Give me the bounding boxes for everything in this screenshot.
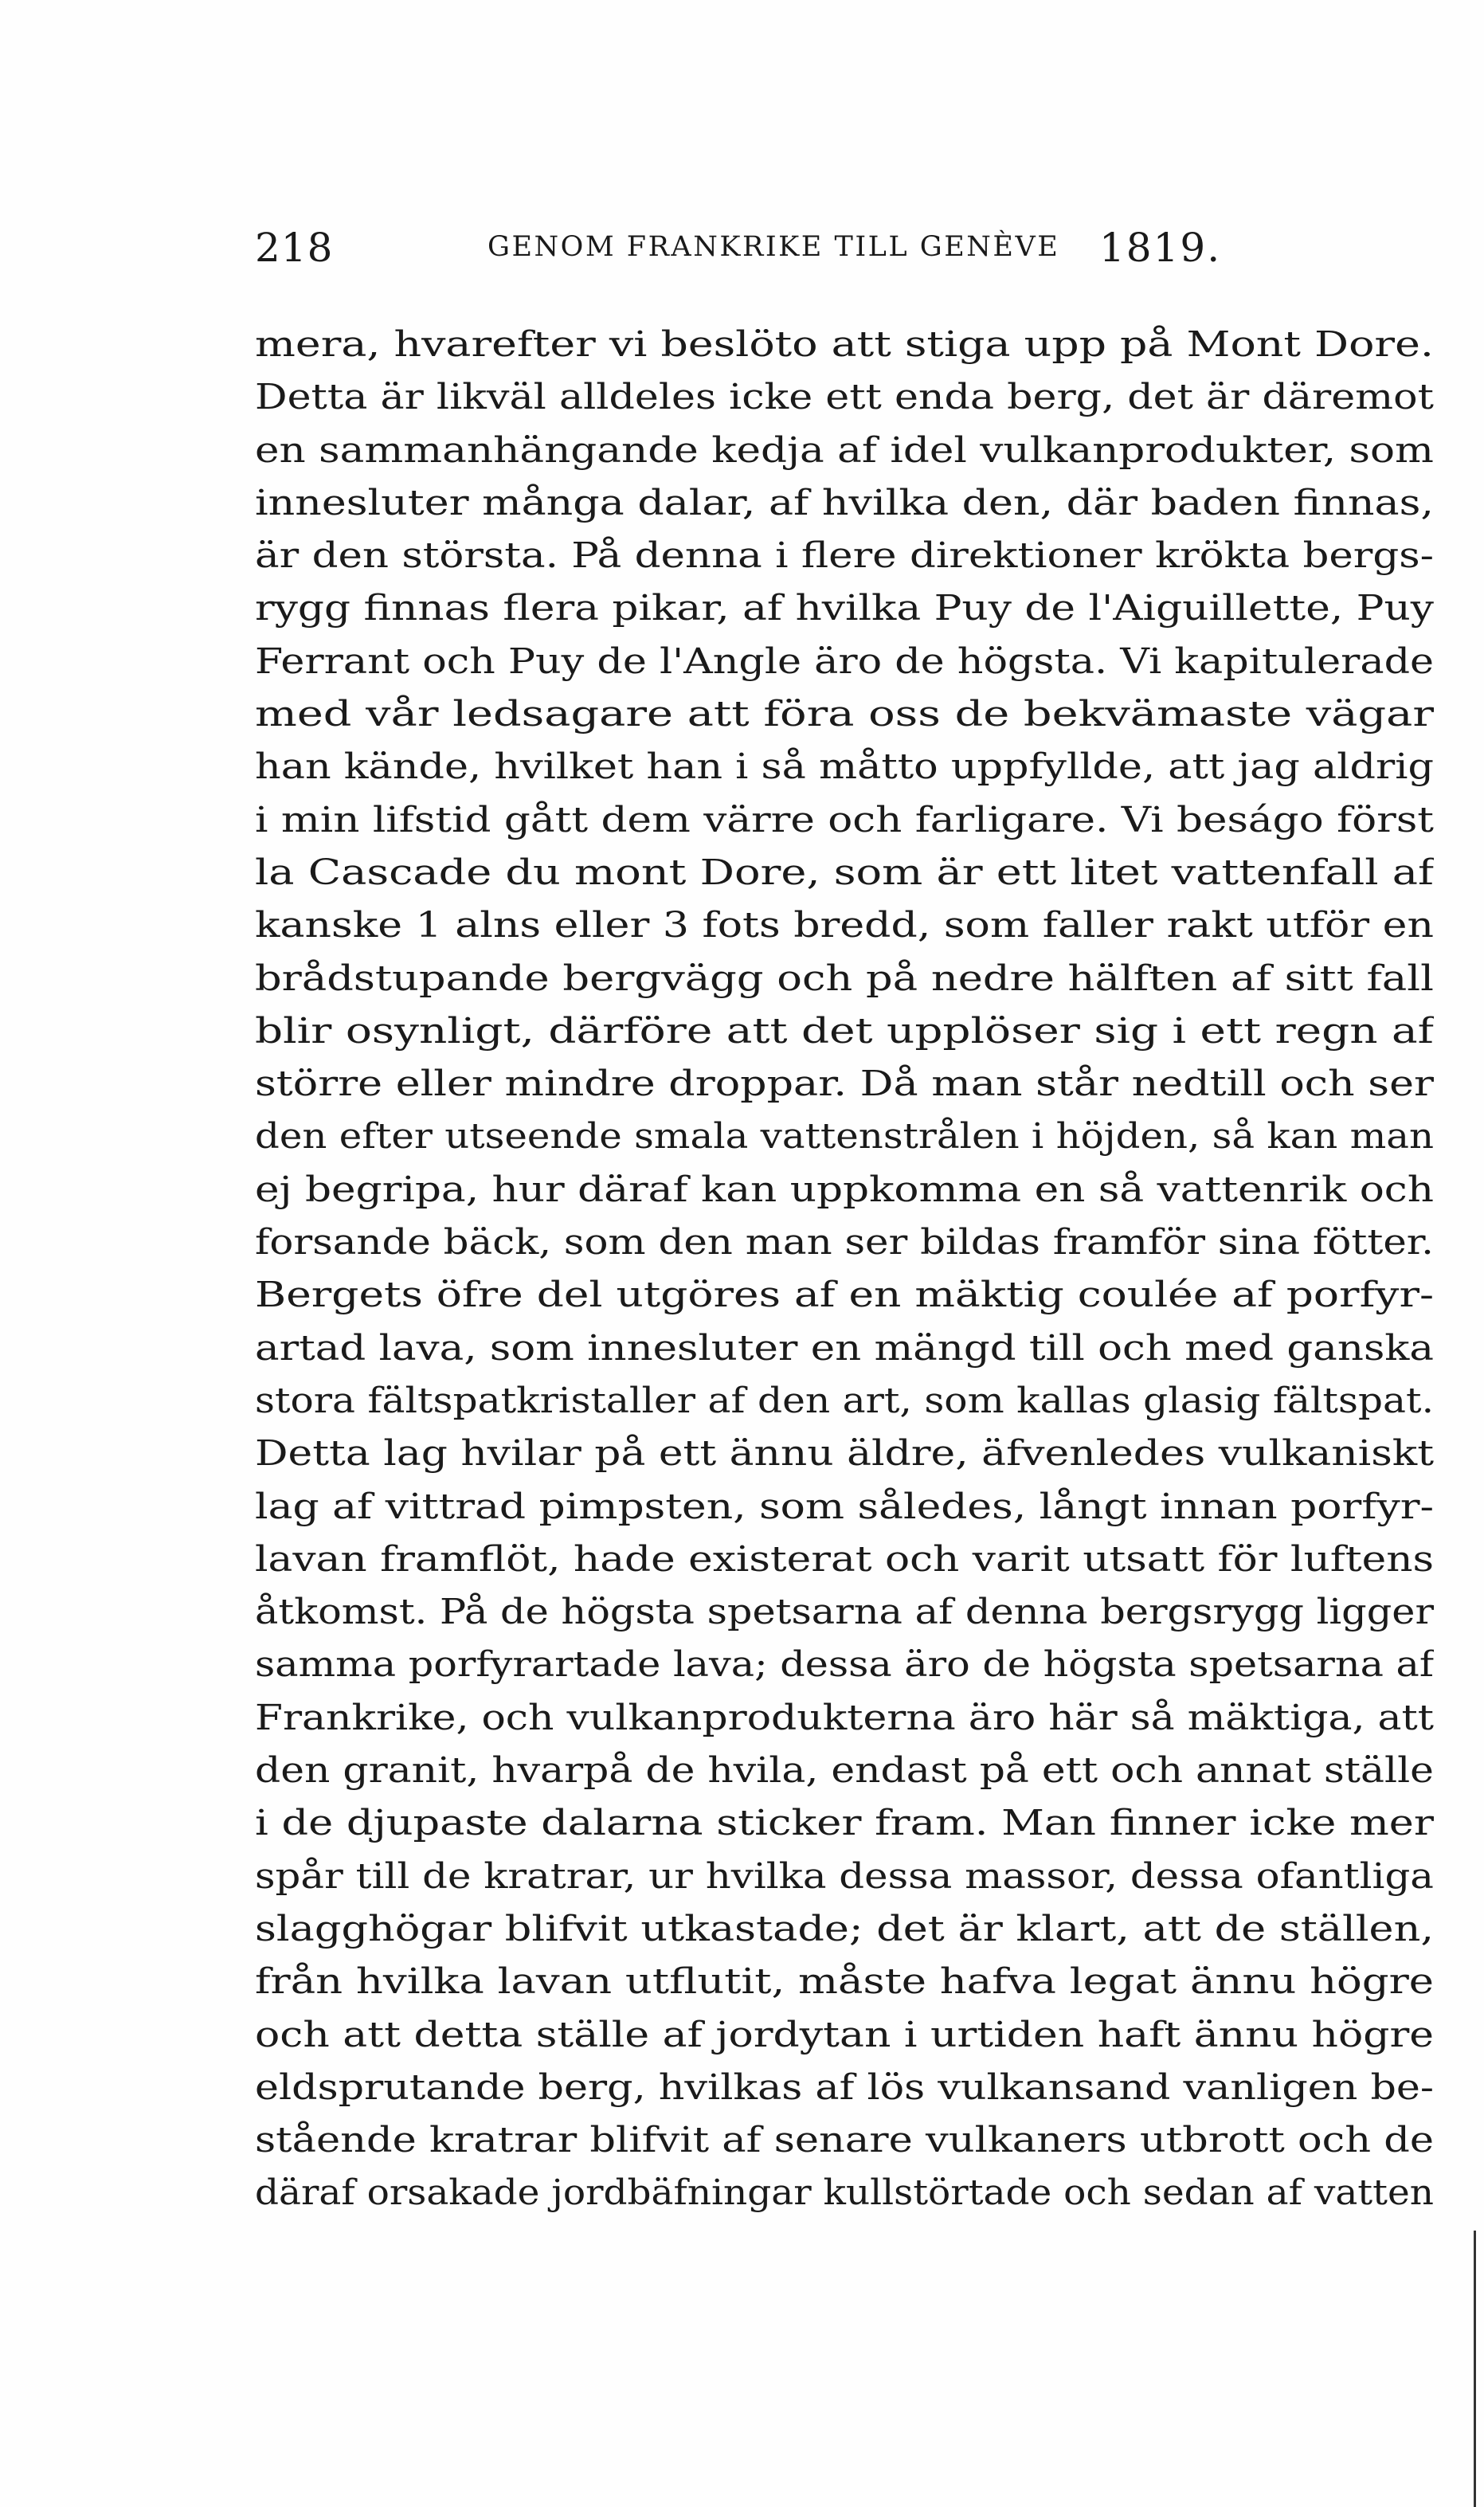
text-line: däraf orsakade jordbäfningar kullstörtade och sedan af vatten	[255, 2172, 1434, 2214]
text-line: den efter utseende smala vattenstrålen i höjden, så kan man	[255, 1116, 1434, 1158]
text-line: Frankrike, och vulkanprodukterna äro här så mäktiga, att	[255, 1697, 1434, 1738]
running-head	[255, 225, 1224, 288]
text-line: innesluter många dalar, af hvilka den, där baden finnas,	[255, 482, 1434, 523]
text-line: mera, hvarefter vi beslöto att stiga upp på Mont Dore.	[255, 324, 1434, 365]
text-line: la Cascade du mont Dore, som är ett litet vattenfall af	[255, 852, 1434, 893]
text-line: en sammanhängande kedja af idel vulkanprodukter, som	[255, 429, 1434, 471]
text-line: i de djupaste dalarna sticker fram. Man finner icke mer	[255, 1803, 1434, 1844]
text-line: i min lifstid gått dem värre och farligare. Vi beságo först	[255, 799, 1434, 840]
text-line: rygg finnas flera pikar, af hvilka Puy de l'Aiguillette, Puy	[255, 588, 1434, 629]
text-line: stora fältspatkristaller af den art, som kallas glasig fältspat.	[255, 1380, 1434, 1421]
body-text	[255, 319, 1434, 2220]
text-line: slagghögar blifvit utkastade; det är klart, att de ställen,	[255, 1908, 1434, 1949]
text-line: brådstupande bergvägg och på nedre hälften af sitt fall	[255, 958, 1434, 999]
page-number: 218	[255, 225, 334, 271]
text-line: Ferrant och Puy de l'Angle äro de högsta. Vi kapitulerade	[255, 640, 1434, 682]
text-line: kanske 1 alns eller 3 fots bredd, som faller rakt utför en	[255, 905, 1434, 946]
text-line: med vår ledsagare att föra oss de bekvämaste vägar	[255, 694, 1434, 735]
text-line: Detta är likväl alldeles icke ett enda berg, det är däremot	[255, 377, 1434, 418]
text-line: Detta lag hvilar på ett ännu äldre, äfvenledes vulkaniskt	[255, 1433, 1434, 1475]
text-line: spår till de kratrar, ur hvilka dessa massor, dessa ofantliga	[255, 1855, 1434, 1897]
text-line: lavan framflöt, hade existerat och varit utsatt för luftens	[255, 1538, 1434, 1580]
text-line: samma porfyrartade lava; dessa äro de högsta spetsarna af	[255, 1644, 1434, 1686]
text-line: åtkomst. På de högsta spetsarna af denna bergsrygg ligger	[255, 1592, 1434, 1633]
text-line: lag af vittrad pimpsten, som således, långt innan porfyr-	[255, 1486, 1434, 1527]
text-line: han kände, hvilket han i så måtto uppfyllde, att jag aldrig	[255, 746, 1434, 788]
text-line: ej begripa, hur däraf kan uppkomma en så vattenrik och	[255, 1169, 1434, 1210]
text-line: artad lava, som innesluter en mängd till och med ganska	[255, 1327, 1434, 1369]
text-line: eldsprutande berg, hvilkas af lös vulkansand vanligen be-	[255, 2066, 1434, 2108]
text-line: den granit, hvarpå de hvila, endast på ett och annat ställe	[255, 1750, 1434, 1792]
text-line: Bergets öfre del utgöres af en mäktig coulée af porfyr-	[255, 1275, 1434, 1316]
text-line: större eller mindre droppar. Då man står nedtill och ser	[255, 1064, 1434, 1105]
text-line: blir osynligt, därföre att det upplöser sig i ett regn af	[255, 1010, 1434, 1052]
text-line: från hvilka lavan utflutit, måste hafva legat ännu högre	[255, 1961, 1434, 2003]
page-edge-line	[1474, 2231, 1476, 2507]
running-title: GENOM FRANKRIKE TILL GENÈVE	[487, 231, 1060, 263]
text-line: är den största. På denna i flere direktioner krökta bergs-	[255, 535, 1434, 577]
text-line: och att detta ställe af jordytan i urtiden haft ännu högre	[255, 2014, 1434, 2055]
text-line: stående kratrar blifvit af senare vulkaners utbrott och de	[255, 2120, 1434, 2161]
running-year: 1819.	[1099, 225, 1222, 271]
text-line: forsande bäck, som den man ser bildas framför sina fötter.	[255, 1222, 1434, 1263]
